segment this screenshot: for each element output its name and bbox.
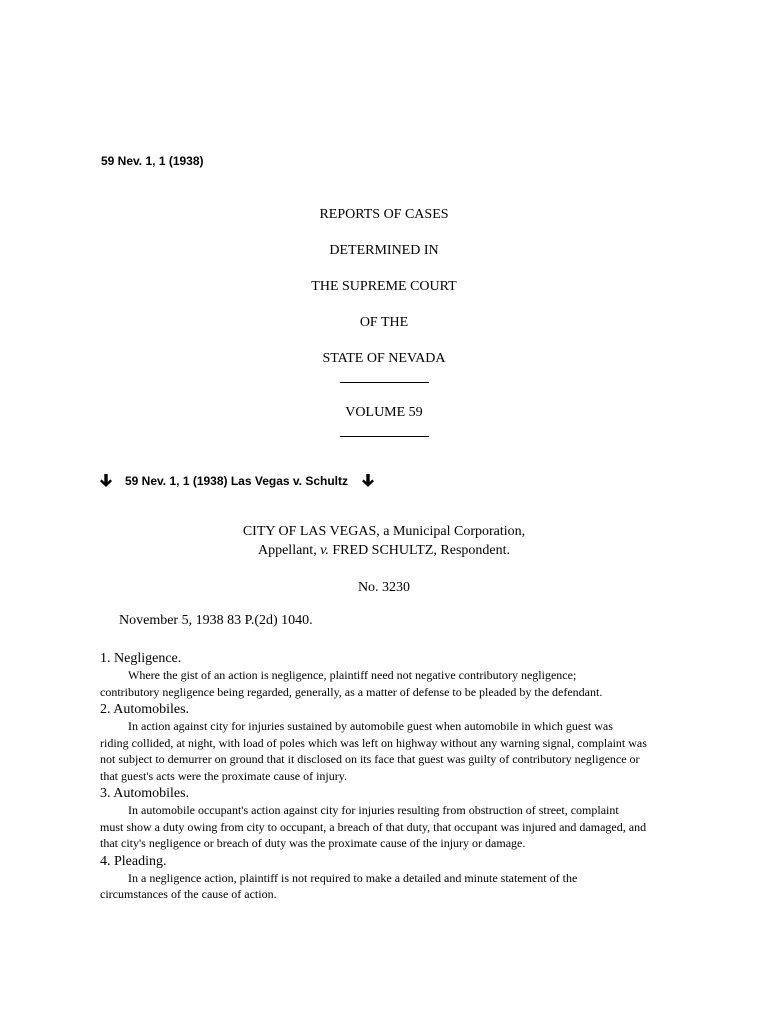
headnote-text: In automobile occupant's action against city for injuries resulting from obstruction of street, complaint (128, 803, 619, 817)
title-line-2: DETERMINED IN (329, 243, 439, 258)
title-line-5: STATE OF NEVADA (322, 351, 446, 366)
headnote (100, 650, 660, 700)
headnote-body (100, 718, 660, 784)
page-citation: 59 Nev. 1, 1 (1938) (101, 154, 204, 168)
decision-date: November 5, 1938 83 P.(2d) 1040. (119, 613, 313, 628)
case-header (100, 474, 374, 488)
parties-respondent: FRED SCHULTZ, Respondent. (328, 543, 510, 558)
divider-rule (340, 436, 429, 437)
headnotes (100, 650, 660, 904)
headnote-body (100, 667, 660, 700)
parties-line-1: CITY OF LAS VEGAS, a Municipal Corporation, (242, 524, 526, 539)
headnote-text: In action against city for injuries sustained by automobile guest when automobile in which guest was (128, 719, 613, 733)
headnote-body (100, 870, 660, 903)
headnote-body (100, 802, 660, 852)
headnote-title: 3. Automobiles. (100, 786, 190, 801)
headnote (100, 853, 660, 903)
headnote-title: 4. Pleading. (100, 853, 167, 869)
case-header-label: 59 Nev. 1, 1 (1938) Las Vegas v. Schultz (125, 474, 349, 488)
headnote-text: circumstances of the cause of action. (100, 887, 277, 901)
title-line-4: OF THE (359, 315, 409, 330)
case-number: No. 3230 (357, 580, 411, 595)
title-line-3: THE SUPREME COURT (311, 279, 457, 294)
headnote-text: In a negligence action, plaintiff is not required to make a detailed and minute statement of the (128, 870, 578, 885)
headnote-title: 1. Negligence. (100, 651, 182, 666)
headnote-text: Where the gist of an action is negligence, plaintiff need not negative contributory negligence; (128, 668, 577, 682)
headnote (100, 785, 660, 852)
volume-heading: VOLUME 59 (345, 405, 423, 420)
headnote-title: 2. Automobiles. (100, 702, 190, 717)
parties-versus: v. (320, 543, 329, 558)
headnote-text: riding collided, at night, with load of poles which was left on highway without any warning signal, complaint was not subject to demurrer on ground that it disclosed on its face that guest was guilty of contributory negligence or that guest's acts were the proximate cause of injury. (100, 735, 647, 783)
headnote-text: must show a duty owing from city to occupant, a breach of that duty, that occupant was injured and damaged, and that city's negligence or breach of duty was the proximate cause of the injury or damage. (100, 819, 647, 850)
headnote-text: contributory negligence being regarded, generally, as a matter of defense to be pleaded by the defendant. (100, 684, 603, 699)
title-line-1: REPORTS OF CASES (319, 207, 449, 222)
arrow-down-icon[interactable] (100, 474, 112, 488)
parties-appellant: Appellant, (257, 543, 321, 558)
parties-line-2 (0, 541, 768, 560)
headnote (100, 701, 660, 784)
divider-rule (340, 382, 429, 383)
arrow-down-icon[interactable] (362, 474, 374, 488)
